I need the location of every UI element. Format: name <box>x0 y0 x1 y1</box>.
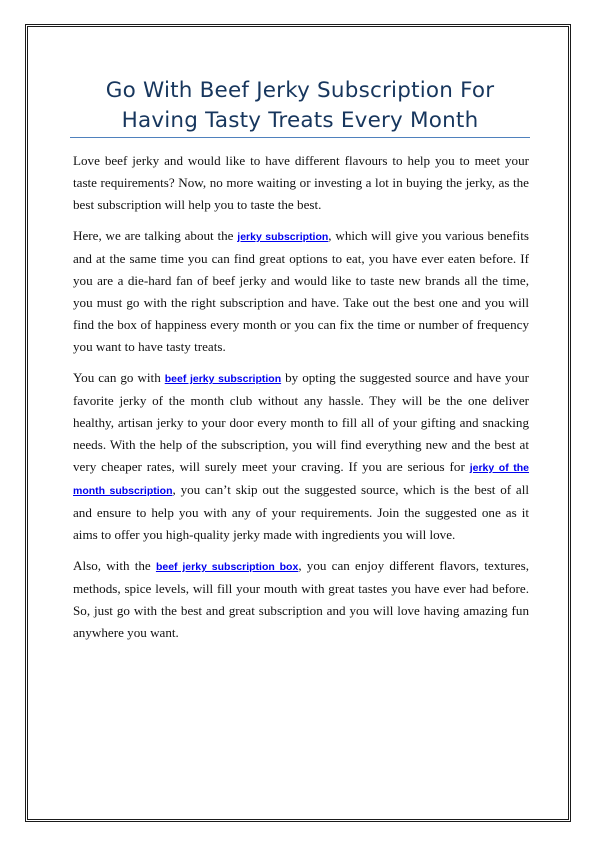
title-line-1: Go With Beef Jerky Subscription For <box>105 78 495 103</box>
paragraph-1: Love beef jerky and would like to have different flavours to help you to meet your taste requirements? Now, no more waiting or investing a lot in buying the jerky, as the best subscription will help you to taste the best. <box>73 153 529 212</box>
paragraph-2-text-a: Here, we are talking about the <box>73 228 238 243</box>
paragraph-4 <box>73 555 529 644</box>
paragraph-3-text-a: You can go with <box>73 370 165 385</box>
jerky-subscription-link[interactable]: jerky subscription <box>237 231 329 243</box>
paragraph-3-text-b: by opting the suggested source and have your favorite jerky of the month club without any hassle. They will be the one deliver healthy, artisan jerky to your door every month to fill all of your gifting and snacking needs. With the help of the subscription, you will find everything new and the best at very cheaper rates, will surely meet your craving. If you are serious for <box>73 370 530 474</box>
paragraph-4-text-b: , you can enjoy different flavors, textures, methods, spice levels, will fill your mouth with great tastes you have ever had before. So, just go with the best and great subscription and you will love having amazing fun anywhere you want. <box>73 558 529 640</box>
title-line-2: Having Tasty Treats Every Month <box>121 108 479 133</box>
paragraph-3-text-c: , you can’t skip out the suggested source, which is the best of all and ensure to help you with any of your requirements. Join the suggested one as it aims to offer you high-quality jerky made with ingredients you will love. <box>73 482 530 542</box>
jerky-of-the-month-subscription-link[interactable]: jerky of the month subscription <box>73 462 529 497</box>
paragraph-3 <box>73 367 529 546</box>
beef-jerky-subscription-link[interactable]: beef jerky subscription <box>164 373 282 385</box>
paragraph-2-text-b: , which will give you various benefits and at the same time you can find great options to eat, you have ever eaten before. If you are a die-hard fan of beef jerky and would like to taste new brands all the time, you must go with the right subscription and have. Take out the best one and you will find the box of happiness every month or you can fix the time or number of frequency you want to have tasty treats. <box>73 228 529 354</box>
paragraph-2 <box>73 225 529 358</box>
paragraph-4-text-a: Also, with the <box>73 558 156 573</box>
document-title <box>70 76 530 136</box>
document-body <box>73 150 529 653</box>
title-underline <box>70 137 530 138</box>
beef-jerky-subscription-box-link[interactable]: beef jerky subscription box <box>155 561 299 573</box>
